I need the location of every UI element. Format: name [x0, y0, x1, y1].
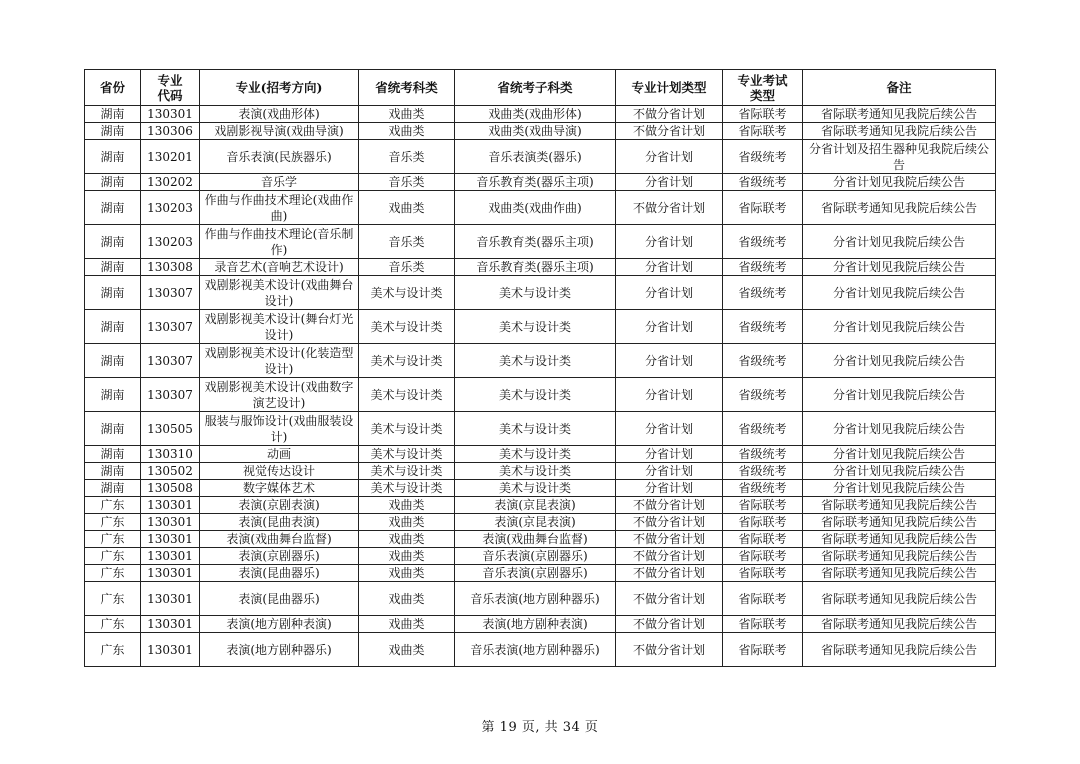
cell-category: 美术与设计类 — [359, 310, 455, 344]
cell-province: 湖南 — [85, 446, 141, 463]
table-row — [85, 497, 996, 514]
cell-province: 广东 — [85, 633, 141, 667]
cell-remarks: 省际联考通知见我院后续公告 — [803, 123, 996, 140]
cell-major: 表演(昆曲表演) — [200, 514, 359, 531]
header-exam-subcategory: 省统考子科类 — [455, 70, 616, 106]
cell-subcategory: 美术与设计类 — [455, 378, 616, 412]
cell-category: 音乐类 — [359, 140, 455, 174]
cell-remarks: 分省计划见我院后续公告 — [803, 446, 996, 463]
cell-remarks: 省际联考通知见我院后续公告 — [803, 616, 996, 633]
cell-major: 录音艺术(音响艺术设计) — [200, 259, 359, 276]
cell-province: 广东 — [85, 548, 141, 565]
cell-province: 湖南 — [85, 378, 141, 412]
cell-major: 数字媒体艺术 — [200, 480, 359, 497]
cell-major: 作曲与作曲技术理论(音乐制作) — [200, 225, 359, 259]
table-row — [85, 548, 996, 565]
table-row — [85, 480, 996, 497]
cell-exam-type: 省际联考 — [723, 497, 803, 514]
cell-exam-type: 省级统考 — [723, 412, 803, 446]
cell-remarks: 省际联考通知见我院后续公告 — [803, 191, 996, 225]
header-plan-type: 专业计划类型 — [616, 70, 723, 106]
cell-plan-type: 分省计划 — [616, 174, 723, 191]
cell-exam-type: 省级统考 — [723, 174, 803, 191]
table-row — [85, 123, 996, 140]
cell-plan-type: 分省计划 — [616, 140, 723, 174]
cell-subcategory: 美术与设计类 — [455, 446, 616, 463]
cell-major: 音乐表演(民族器乐) — [200, 140, 359, 174]
table-row — [85, 514, 996, 531]
cell-province: 广东 — [85, 497, 141, 514]
header-major-code: 专业 代码 — [141, 70, 200, 106]
cell-code: 130308 — [141, 259, 200, 276]
cell-subcategory: 美术与设计类 — [455, 412, 616, 446]
table-row — [85, 633, 996, 667]
header-major: 专业(招考方向) — [200, 70, 359, 106]
cell-subcategory: 音乐教育类(器乐主项) — [455, 259, 616, 276]
document-page — [84, 69, 996, 667]
cell-exam-type: 省级统考 — [723, 140, 803, 174]
header-row — [85, 70, 996, 106]
cell-remarks: 分省计划见我院后续公告 — [803, 480, 996, 497]
cell-province: 广东 — [85, 565, 141, 582]
cell-code: 130301 — [141, 616, 200, 633]
cell-subcategory: 音乐表演(京剧器乐) — [455, 565, 616, 582]
cell-subcategory: 美术与设计类 — [455, 310, 616, 344]
table-row — [85, 378, 996, 412]
cell-exam-type: 省际联考 — [723, 123, 803, 140]
cell-remarks: 省际联考通知见我院后续公告 — [803, 582, 996, 616]
cell-province: 湖南 — [85, 259, 141, 276]
cell-major: 表演(地方剧种器乐) — [200, 633, 359, 667]
cell-remarks: 分省计划见我院后续公告 — [803, 412, 996, 446]
cell-remarks: 省际联考通知见我院后续公告 — [803, 497, 996, 514]
header-exam-type: 专业考试 类型 — [723, 70, 803, 106]
cell-category: 音乐类 — [359, 225, 455, 259]
cell-plan-type: 分省计划 — [616, 412, 723, 446]
cell-plan-type: 不做分省计划 — [616, 531, 723, 548]
cell-major: 表演(京剧表演) — [200, 497, 359, 514]
cell-subcategory: 音乐表演类(器乐) — [455, 140, 616, 174]
cell-plan-type: 不做分省计划 — [616, 497, 723, 514]
cell-code: 130301 — [141, 565, 200, 582]
cell-category: 戏曲类 — [359, 106, 455, 123]
cell-province: 湖南 — [85, 174, 141, 191]
cell-exam-type: 省级统考 — [723, 259, 803, 276]
cell-category: 美术与设计类 — [359, 480, 455, 497]
table-row — [85, 191, 996, 225]
cell-category: 戏曲类 — [359, 514, 455, 531]
cell-code: 130502 — [141, 463, 200, 480]
cell-category: 美术与设计类 — [359, 446, 455, 463]
table-body — [85, 106, 996, 667]
cell-exam-type: 省际联考 — [723, 548, 803, 565]
cell-major: 动画 — [200, 446, 359, 463]
cell-exam-type: 省际联考 — [723, 565, 803, 582]
table-row — [85, 582, 996, 616]
table-row — [85, 225, 996, 259]
cell-subcategory: 表演(京昆表演) — [455, 514, 616, 531]
cell-subcategory: 戏曲类(戏曲形体) — [455, 106, 616, 123]
cell-province: 湖南 — [85, 106, 141, 123]
cell-major: 表演(地方剧种表演) — [200, 616, 359, 633]
cell-province: 湖南 — [85, 344, 141, 378]
cell-subcategory: 表演(京昆表演) — [455, 497, 616, 514]
cell-code: 130505 — [141, 412, 200, 446]
cell-remarks: 分省计划见我院后续公告 — [803, 463, 996, 480]
cell-province: 广东 — [85, 531, 141, 548]
cell-remarks: 省际联考通知见我院后续公告 — [803, 514, 996, 531]
cell-remarks: 省际联考通知见我院后续公告 — [803, 548, 996, 565]
cell-province: 湖南 — [85, 480, 141, 497]
cell-remarks: 分省计划见我院后续公告 — [803, 225, 996, 259]
cell-exam-type: 省际联考 — [723, 514, 803, 531]
cell-code: 130301 — [141, 548, 200, 565]
cell-exam-type: 省级统考 — [723, 446, 803, 463]
cell-province: 湖南 — [85, 276, 141, 310]
cell-code: 130203 — [141, 191, 200, 225]
cell-province: 广东 — [85, 582, 141, 616]
cell-plan-type: 分省计划 — [616, 463, 723, 480]
table-row — [85, 412, 996, 446]
table-row — [85, 565, 996, 582]
table-row — [85, 531, 996, 548]
cell-province: 湖南 — [85, 463, 141, 480]
cell-subcategory: 音乐表演(地方剧种器乐) — [455, 633, 616, 667]
cell-remarks: 省际联考通知见我院后续公告 — [803, 565, 996, 582]
cell-subcategory: 音乐教育类(器乐主项) — [455, 174, 616, 191]
cell-exam-type: 省级统考 — [723, 463, 803, 480]
cell-province: 广东 — [85, 616, 141, 633]
cell-subcategory: 戏曲类(戏曲作曲) — [455, 191, 616, 225]
header-exam-category: 省统考科类 — [359, 70, 455, 106]
cell-exam-type: 省级统考 — [723, 310, 803, 344]
cell-category: 美术与设计类 — [359, 463, 455, 480]
header-remarks: 备注 — [803, 70, 996, 106]
table-row — [85, 446, 996, 463]
cell-major: 视觉传达设计 — [200, 463, 359, 480]
cell-code: 130301 — [141, 497, 200, 514]
cell-code: 130301 — [141, 633, 200, 667]
cell-plan-type: 不做分省计划 — [616, 548, 723, 565]
cell-major: 戏剧影视导演(戏曲导演) — [200, 123, 359, 140]
cell-province: 广东 — [85, 514, 141, 531]
cell-code: 130307 — [141, 344, 200, 378]
cell-major: 表演(昆曲器乐) — [200, 565, 359, 582]
cell-code: 130203 — [141, 225, 200, 259]
cell-subcategory: 美术与设计类 — [455, 463, 616, 480]
cell-major: 戏剧影视美术设计(舞台灯光设计) — [200, 310, 359, 344]
cell-exam-type: 省际联考 — [723, 106, 803, 123]
cell-plan-type: 分省计划 — [616, 259, 723, 276]
page-number: 第 19 页, 共 34 页 — [481, 720, 599, 735]
cell-plan-type: 不做分省计划 — [616, 106, 723, 123]
cell-major: 表演(昆曲器乐) — [200, 582, 359, 616]
cell-plan-type: 分省计划 — [616, 276, 723, 310]
table-row — [85, 140, 996, 174]
cell-major: 表演(京剧器乐) — [200, 548, 359, 565]
table-row — [85, 310, 996, 344]
cell-major: 表演(戏曲舞台监督) — [200, 531, 359, 548]
cell-subcategory: 表演(戏曲舞台监督) — [455, 531, 616, 548]
cell-remarks: 省际联考通知见我院后续公告 — [803, 531, 996, 548]
table-row — [85, 344, 996, 378]
cell-category: 音乐类 — [359, 174, 455, 191]
cell-code: 130307 — [141, 276, 200, 310]
cell-exam-type: 省级统考 — [723, 378, 803, 412]
cell-code: 130310 — [141, 446, 200, 463]
cell-category: 美术与设计类 — [359, 276, 455, 310]
cell-subcategory: 美术与设计类 — [455, 480, 616, 497]
cell-category: 美术与设计类 — [359, 344, 455, 378]
cell-subcategory: 戏曲类(戏曲导演) — [455, 123, 616, 140]
cell-subcategory: 美术与设计类 — [455, 276, 616, 310]
cell-remarks: 省际联考通知见我院后续公告 — [803, 633, 996, 667]
cell-subcategory: 表演(地方剧种表演) — [455, 616, 616, 633]
cell-subcategory: 音乐教育类(器乐主项) — [455, 225, 616, 259]
cell-province: 湖南 — [85, 123, 141, 140]
cell-category: 戏曲类 — [359, 582, 455, 616]
cell-category: 戏曲类 — [359, 548, 455, 565]
cell-plan-type: 分省计划 — [616, 378, 723, 412]
cell-plan-type: 不做分省计划 — [616, 123, 723, 140]
cell-exam-type: 省级统考 — [723, 480, 803, 497]
cell-exam-type: 省级统考 — [723, 225, 803, 259]
cell-remarks: 分省计划见我院后续公告 — [803, 259, 996, 276]
cell-code: 130306 — [141, 123, 200, 140]
cell-province: 湖南 — [85, 225, 141, 259]
cell-plan-type: 分省计划 — [616, 480, 723, 497]
cell-remarks: 省际联考通知见我院后续公告 — [803, 106, 996, 123]
cell-category: 戏曲类 — [359, 497, 455, 514]
cell-code: 130301 — [141, 531, 200, 548]
table-row — [85, 463, 996, 480]
cell-remarks: 分省计划见我院后续公告 — [803, 344, 996, 378]
cell-major: 戏剧影视美术设计(化装造型设计) — [200, 344, 359, 378]
cell-category: 美术与设计类 — [359, 412, 455, 446]
table-row — [85, 276, 996, 310]
cell-code: 130301 — [141, 582, 200, 616]
cell-plan-type: 分省计划 — [616, 225, 723, 259]
cell-subcategory: 音乐表演(京剧器乐) — [455, 548, 616, 565]
cell-remarks: 分省计划见我院后续公告 — [803, 310, 996, 344]
cell-major: 音乐学 — [200, 174, 359, 191]
cell-category: 戏曲类 — [359, 616, 455, 633]
cell-plan-type: 不做分省计划 — [616, 616, 723, 633]
cell-category: 戏曲类 — [359, 191, 455, 225]
cell-major: 戏剧影视美术设计(戏曲舞台设计) — [200, 276, 359, 310]
cell-subcategory: 音乐表演(地方剧种器乐) — [455, 582, 616, 616]
cell-remarks: 分省计划见我院后续公告 — [803, 174, 996, 191]
cell-category: 戏曲类 — [359, 565, 455, 582]
header-province: 省份 — [85, 70, 141, 106]
cell-code: 130301 — [141, 106, 200, 123]
cell-category: 美术与设计类 — [359, 378, 455, 412]
cell-code: 130201 — [141, 140, 200, 174]
table-row — [85, 259, 996, 276]
admission-table — [84, 69, 996, 667]
cell-province: 湖南 — [85, 140, 141, 174]
cell-major: 表演(戏曲形体) — [200, 106, 359, 123]
cell-code: 130301 — [141, 514, 200, 531]
cell-code: 130307 — [141, 310, 200, 344]
cell-plan-type: 不做分省计划 — [616, 565, 723, 582]
cell-plan-type: 不做分省计划 — [616, 633, 723, 667]
cell-plan-type: 分省计划 — [616, 310, 723, 344]
cell-plan-type: 不做分省计划 — [616, 514, 723, 531]
cell-remarks: 分省计划及招生器种见我院后续公告 — [803, 140, 996, 174]
cell-plan-type: 分省计划 — [616, 446, 723, 463]
cell-major: 服装与服饰设计(戏曲服装设计) — [200, 412, 359, 446]
cell-code: 130202 — [141, 174, 200, 191]
cell-exam-type: 省际联考 — [723, 633, 803, 667]
cell-remarks: 分省计划见我院后续公告 — [803, 378, 996, 412]
cell-category: 戏曲类 — [359, 531, 455, 548]
cell-category: 音乐类 — [359, 259, 455, 276]
cell-code: 130508 — [141, 480, 200, 497]
cell-plan-type: 不做分省计划 — [616, 582, 723, 616]
table-row — [85, 106, 996, 123]
cell-plan-type: 不做分省计划 — [616, 191, 723, 225]
cell-plan-type: 分省计划 — [616, 344, 723, 378]
cell-major: 戏剧影视美术设计(戏曲数字演艺设计) — [200, 378, 359, 412]
cell-remarks: 分省计划见我院后续公告 — [803, 276, 996, 310]
cell-exam-type: 省级统考 — [723, 344, 803, 378]
cell-major: 作曲与作曲技术理论(戏曲作曲) — [200, 191, 359, 225]
cell-code: 130307 — [141, 378, 200, 412]
cell-exam-type: 省级统考 — [723, 276, 803, 310]
table-row — [85, 174, 996, 191]
cell-exam-type: 省际联考 — [723, 531, 803, 548]
cell-exam-type: 省际联考 — [723, 191, 803, 225]
cell-category: 戏曲类 — [359, 123, 455, 140]
cell-subcategory: 美术与设计类 — [455, 344, 616, 378]
cell-category: 戏曲类 — [359, 633, 455, 667]
cell-exam-type: 省际联考 — [723, 582, 803, 616]
cell-province: 湖南 — [85, 191, 141, 225]
table-row — [85, 616, 996, 633]
cell-province: 湖南 — [85, 412, 141, 446]
cell-exam-type: 省际联考 — [723, 616, 803, 633]
cell-province: 湖南 — [85, 310, 141, 344]
